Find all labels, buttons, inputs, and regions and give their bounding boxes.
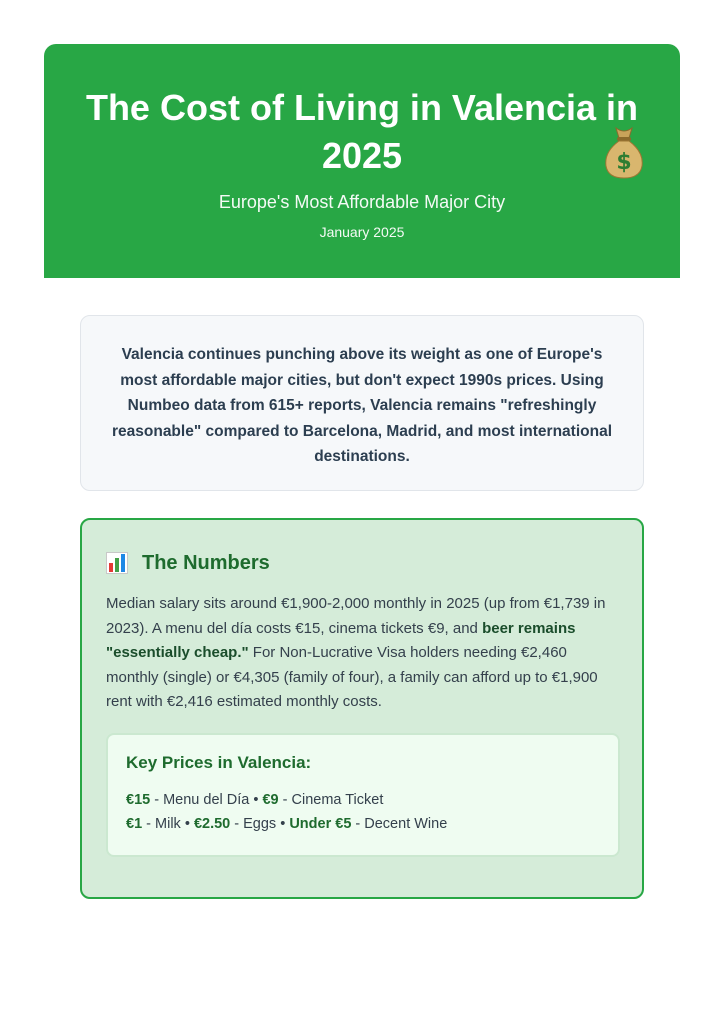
numbers-text-bold: beer remains "essentially cheap."	[106, 619, 576, 661]
numbers-title: The Numbers	[142, 551, 270, 574]
numbers-section	[80, 518, 644, 899]
price-label: - Cinema Ticket	[278, 792, 384, 808]
intro-text: Valencia continues punching above its weight as one of Europe's most affordable major cities, but don't expect 1990s prices. Using Numbeo data from 615+ reports, Valencia remains "refreshingly reasonable" compared to Barcelona, Madrid, and most international destinations.	[111, 346, 612, 465]
header-banner	[44, 44, 680, 278]
key-prices-title: Key Prices in Valencia:	[126, 753, 312, 772]
price-label: - Menu del Día	[150, 792, 250, 808]
price-amount: Under €5	[289, 816, 352, 832]
price-separator: •	[180, 816, 194, 832]
svg-text:$: $	[616, 150, 632, 175]
numbers-text-end: For Non-Lucrative Visa holders needing €2,460 monthly (single) or €4,305 (family of four), a family can afford up to €1,900 rent with €2,416 estimated monthly costs.	[106, 644, 598, 710]
price-label: - Eggs	[230, 816, 277, 832]
price-amount: €2.50	[193, 816, 231, 832]
price-line-1	[126, 792, 383, 808]
price-separator: •	[276, 816, 290, 832]
price-separator: •	[249, 792, 263, 808]
page-title: The Cost of Living in Valencia in 2025	[85, 87, 639, 176]
intro-callout	[80, 315, 644, 491]
money-bag-icon	[602, 124, 646, 180]
key-prices-box	[106, 733, 620, 857]
publish-date: January 2025	[319, 224, 405, 240]
price-line-2	[126, 816, 447, 832]
price-amount: €9	[262, 792, 279, 808]
numbers-paragraph	[106, 592, 606, 715]
numbers-text-start: Median salary sits around €1,900-2,000 monthly in 2025 (up from €1,739 in 2023). A menu del día costs €15, cinema tickets €9, and	[106, 595, 606, 637]
price-amount: €1	[126, 816, 143, 832]
page-subtitle: Europe's Most Affordable Major City	[218, 192, 506, 212]
numbers-heading	[106, 548, 270, 578]
price-amount: €15	[126, 792, 151, 808]
price-label: - Decent Wine	[351, 816, 448, 832]
bar-chart-icon	[106, 552, 128, 574]
price-label: - Milk	[142, 816, 181, 832]
